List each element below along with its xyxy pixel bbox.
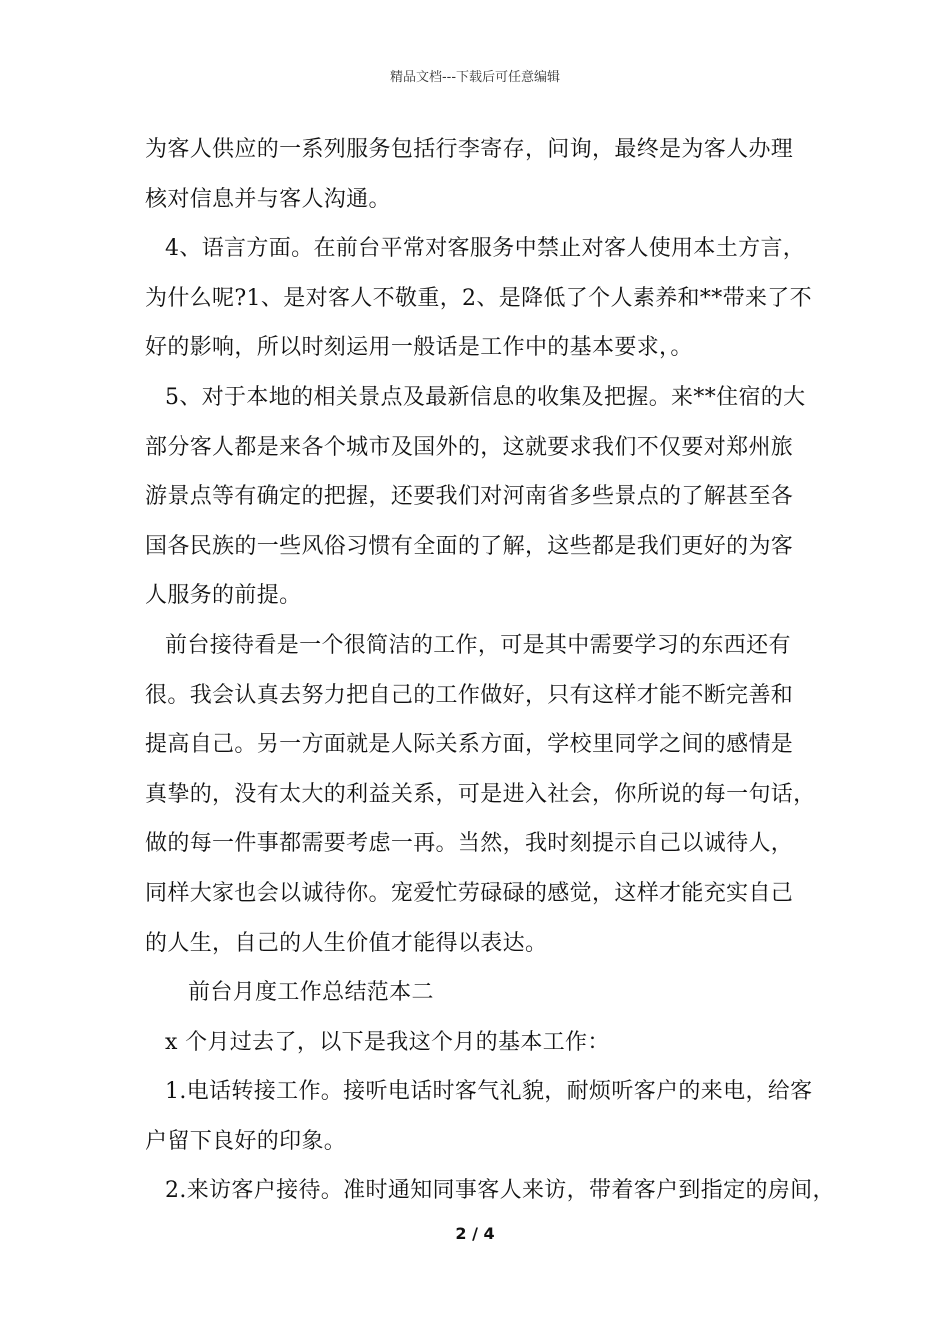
page-header: 精品文档---下载后可任意编辑	[389, 70, 561, 85]
text-line: x 个月过去了，以下是我这个月的基本工作：	[165, 1029, 610, 1055]
page-number: 2 / 4	[455, 1224, 495, 1243]
text-line: 核对信息并与客人沟通。	[145, 186, 391, 212]
text-line: 前台接待看是一个很简洁的工作，可是其中需要学习的东西还有	[165, 632, 791, 658]
text-line: 户留下良好的印象。	[145, 1128, 347, 1154]
text-line: 好的影响，所以时刻运用一般话是工作中的基本要求，。	[145, 335, 693, 361]
text-line: 的人生，自己的人生价值才能得以表达。	[145, 930, 548, 956]
text-line: 国各民族的一些风俗习惯有全面的了解，这些都是我们更好的为客	[145, 533, 794, 559]
text-line: 为什么呢?1、是对客人不敬重，2、是降低了个人素养和**带来了不	[145, 285, 812, 311]
section-title: 前台月度工作总结范本二	[188, 980, 434, 1006]
text-line: 真挚的，没有太大的利益关系，可是进入社会，你所说的每一句话，	[145, 781, 816, 807]
text-line: 5、对于本地的相关景点及最新信息的收集及把握。来**住宿的大	[165, 384, 806, 410]
text-line: 做的每一件事都需要考虑一再。当然，我时刻提示自己以诚待人，	[145, 831, 794, 857]
text-line: 部分客人都是来各个城市及国外的，这就要求我们不仅要对郑州旅	[145, 434, 794, 460]
text-line: 人服务的前提。	[145, 583, 302, 609]
text-line: 1.电话转接工作。接听电话时客气礼貌，耐烦听客户的来电，给客	[165, 1079, 813, 1105]
text-line: 很。我会认真去努力把自己的工作做好，只有这样才能不断完善和	[145, 682, 794, 708]
text-line: 2.来访客户接待。准时通知同事客人来访，带着客户到指定的房间，	[165, 1178, 835, 1204]
text-line: 同样大家也会以诚待你。宠爱忙劳碌碌的感觉，这样才能充实自己	[145, 880, 794, 906]
text-line: 游景点等有确定的把握，还要我们对河南省多些景点的了解甚至各	[145, 484, 794, 510]
document-body	[145, 125, 835, 1216]
text-line: 为客人供应的一系列服务包括行李寄存，问询，最终是为客人办理	[145, 137, 794, 162]
text-line: 4、语言方面。在前台平常对客服务中禁止对客人使用本土方言，	[165, 236, 806, 262]
text-line: 提高自己。另一方面就是人际关系方面，学校里同学之间的感情是	[145, 732, 794, 758]
